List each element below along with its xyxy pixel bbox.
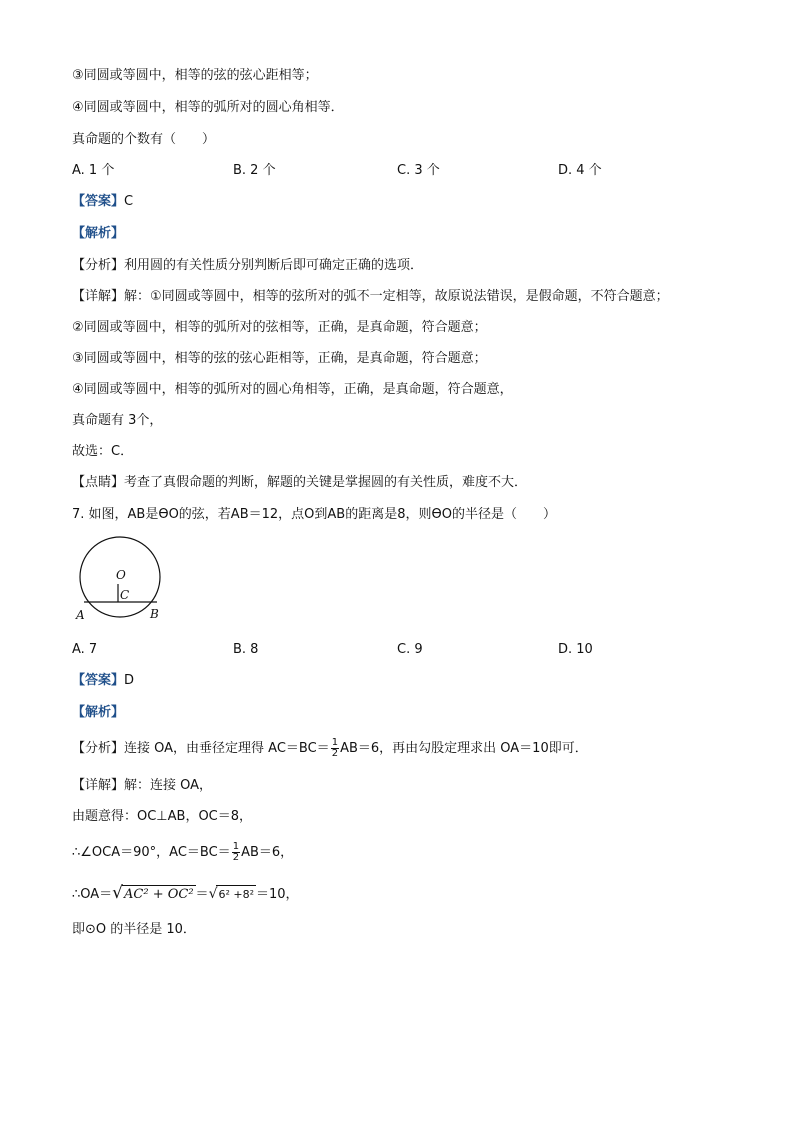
xiangjie-tag: 【详解】 (72, 289, 125, 304)
answer-value: C (124, 194, 134, 209)
q7-line3-fraction (232, 842, 240, 863)
fenxi-text: 利用圆的有关性质分别判断后即可确定正确的选项． (124, 258, 424, 273)
q7-analysis-heading (72, 704, 124, 722)
q7-option-b: B. 8 (233, 642, 259, 657)
label-o: O (116, 568, 126, 582)
q7-fenxi-fraction (331, 738, 339, 759)
q7-xiangjie-text: 解：连接 OA， (124, 778, 213, 793)
q7-line4-a: ∴OA＝ (72, 887, 113, 902)
q7-figure (70, 532, 170, 628)
sqrt-sign-icon: √ (112, 883, 124, 903)
label-c: C (120, 588, 130, 602)
frac-den: 2 (232, 852, 240, 863)
q7-option-d: D. 10 (558, 642, 593, 657)
answer-tag: 【答案】 (72, 194, 125, 209)
sqrt-radicand-1: AC² + OC² (124, 887, 194, 902)
analysis-tag: 【解析】 (72, 226, 125, 241)
q7-answer-line (72, 672, 134, 690)
frac-den: 2 (331, 748, 339, 759)
xiangjie-line-1 (72, 288, 669, 306)
xiangjie-line-3: ③同圆或等圆中，相等的弦的弦心距相等，正确，是真命题，符合题意； (72, 351, 487, 366)
xiangjie-line-6: 故选：C． (72, 444, 134, 459)
q7-fenxi-text-b: AB＝6，再由勾股定理求出 OA＝10即可． (340, 741, 588, 756)
label-a: A (76, 608, 85, 622)
answer-line (72, 193, 133, 211)
q7-xiangjie-line-4 (72, 884, 299, 904)
xiangjie-line-2: ②同圆或等圆中，相等的弧所对的弦相等，正确，是真命题，符合题意； (72, 320, 487, 335)
fenxi-tag: 【分析】 (72, 258, 125, 273)
label-b: B (150, 607, 159, 621)
dianjing-tag: 【点睛】 (72, 475, 125, 490)
xiangjie-line-4: ④同圆或等圆中，相等的弧所对的圆心角相等，正确，是真命题，符合题意， (72, 382, 513, 397)
question-stem: 真命题的个数有（ ） (72, 132, 216, 147)
analysis-heading (72, 225, 124, 243)
fenxi-line (72, 257, 423, 275)
q7-line3-a: ∴∠OCA＝90°，AC＝BC＝ (72, 845, 231, 860)
option-a: A. 1 个 (72, 163, 115, 178)
sqrt-radicand-2: 6² +8² (216, 885, 256, 904)
dianjing-text: 考查了真假命题的判断，解题的关键是掌握圆的有关性质，难度不大． (124, 475, 528, 490)
q7-xiangjie-line-1 (72, 777, 212, 795)
q7-stem: 7. 如图，AB是ϴO的弦，若AB＝12，点O到AB的距离是8，则ϴO的半径是（ ） (72, 507, 556, 522)
q7-answer-tag: 【答案】 (72, 673, 125, 688)
q7-xiangjie-tag: 【详解】 (72, 778, 125, 793)
xiangjie-text: 解：①同圆或等圆中，相等的弦所对的弧不一定相等，故原说法错误，是假命题，不符合题意； (124, 289, 669, 304)
option-c: C. 3 个 (397, 163, 440, 178)
q7-answer-value: D (124, 673, 135, 688)
sqrt-sign-icon: √ (208, 886, 218, 902)
q7-xiangjie-line-3 (72, 842, 293, 863)
xiangjie-line-5: 真命题有 3个， (72, 413, 163, 428)
q7-option-a: A. 7 (72, 642, 98, 657)
option-d: D. 4 个 (558, 163, 602, 178)
q7-option-c: C. 9 (397, 642, 423, 657)
dianjing-line (72, 474, 527, 492)
statement-4: ④同圆或等圆中，相等的弧所对的圆心角相等． (72, 100, 344, 115)
q7-xiangjie-line-2: 由题意得：OC⊥AB，OC＝8， (72, 809, 253, 824)
q7-fenxi-text-a: 连接 OA，由垂径定理得 AC＝BC＝ (124, 741, 330, 756)
q7-analysis-tag: 【解析】 (72, 705, 125, 720)
q7-line3-b: AB＝6， (241, 845, 294, 860)
q7-line4-mid: ＝ (195, 887, 209, 902)
option-b: B. 2 个 (233, 163, 276, 178)
q7-line4-b: ＝10， (256, 887, 299, 902)
q7-xiangjie-line-5: 即⊙O 的半径是 10． (72, 922, 196, 937)
frac-num: 1 (232, 841, 240, 852)
q7-fenxi-line (72, 738, 588, 759)
frac-num: 1 (331, 737, 339, 748)
q7-fenxi-tag: 【分析】 (72, 741, 125, 756)
statement-3: ③同圆或等圆中，相等的弦的弦心距相等； (72, 68, 318, 83)
